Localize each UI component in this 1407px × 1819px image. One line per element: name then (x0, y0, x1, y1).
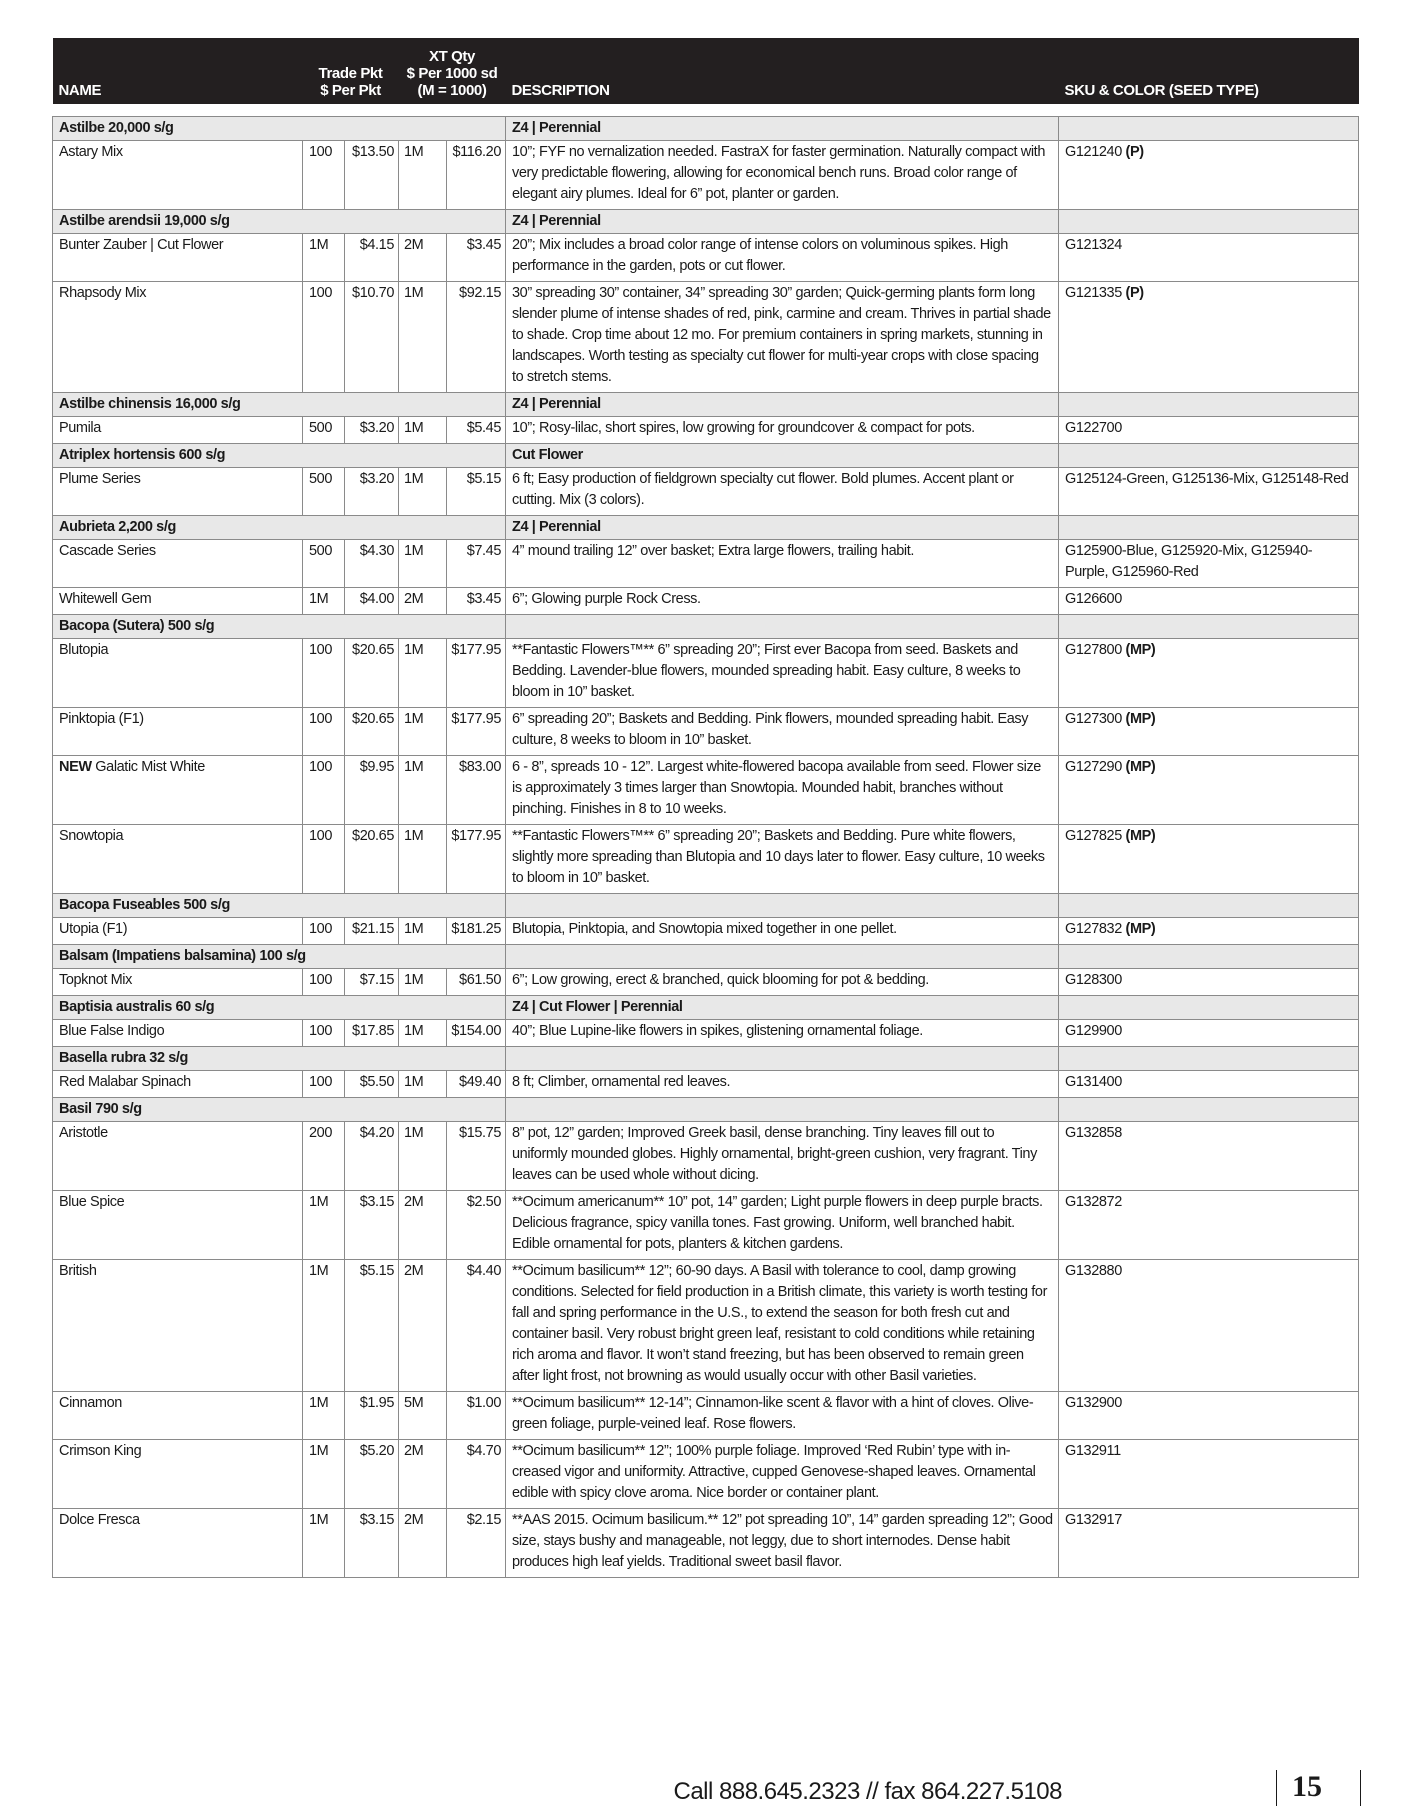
table-row (53, 1122, 1359, 1191)
group-sku-blank (1059, 117, 1359, 141)
xt-qty: 2M (399, 588, 447, 615)
xt-qty: 5M (399, 1392, 447, 1440)
sku-code: G121335 (1065, 285, 1122, 301)
variety-name-cell (53, 588, 303, 615)
trade-pkt-qty: 100 (303, 918, 345, 945)
xt-qty: 2M (399, 1260, 447, 1392)
sku-code: G132911 (1065, 1443, 1121, 1459)
sku-cell (1059, 141, 1359, 210)
group-header-row (53, 516, 1359, 540)
group-sku-blank (1059, 393, 1359, 417)
table-row (53, 708, 1359, 756)
table-row (53, 540, 1359, 588)
description: Blutopia, Pinktopia, and Snowtopia mixed together in one pellet. (506, 918, 1059, 945)
group-header-row (53, 444, 1359, 468)
variety-name-cell (53, 1392, 303, 1440)
variety-name-cell (53, 918, 303, 945)
group-sku-blank (1059, 894, 1359, 918)
description: 40”; Blue Lupine-like flowers in spikes, glistening ornamental foliage. (506, 1020, 1059, 1047)
variety-name-cell (53, 1020, 303, 1047)
trade-pkt-qty: 1M (303, 1392, 345, 1440)
sku-cell (1059, 825, 1359, 894)
trade-pkt-price: $5.15 (345, 1260, 399, 1392)
sku-code: G121324 (1065, 237, 1122, 253)
footer-divider (1276, 1770, 1277, 1806)
description: 8 ft; Climber, ornamental red leaves. (506, 1071, 1059, 1098)
variety-name-cell (53, 417, 303, 444)
variety-name: Blutopia (59, 642, 109, 658)
group-header-row (53, 945, 1359, 969)
sku-cell (1059, 468, 1359, 516)
xt-price: $83.00 (447, 756, 506, 825)
xt-qty: 2M (399, 1509, 447, 1578)
trade-pkt-qty: 100 (303, 708, 345, 756)
description: 10”; FYF no vernalization needed. FastraX for faster germination. Naturally compact with very predictable flowering, allowing for economical bench runs. Broad color range of elegant airy plumes. Ideal for 6” pot, planter or garden. (506, 141, 1059, 210)
variety-name: Cinnamon (59, 1395, 122, 1411)
variety-name-cell (53, 1509, 303, 1578)
sku-code: G127290 (1065, 759, 1122, 775)
trade-pkt-qty: 1M (303, 588, 345, 615)
seed-catalog-table (52, 38, 1359, 1578)
group-tag: Cut Flower (506, 444, 1059, 468)
variety-name: Dolce Fresca (59, 1512, 140, 1528)
variety-name: Blue False Indigo (59, 1023, 165, 1039)
group-header-row (53, 615, 1359, 639)
xt-price: $2.15 (447, 1509, 506, 1578)
xt-price: $61.50 (447, 969, 506, 996)
page-footer (0, 1768, 1407, 1816)
group-header-row (53, 1098, 1359, 1122)
spacer-cell (53, 104, 1359, 117)
table-row (53, 1020, 1359, 1047)
table-row (53, 417, 1359, 444)
header-trade-pkt (303, 38, 399, 104)
trade-pkt-price: $13.50 (345, 141, 399, 210)
variety-name-cell (53, 1191, 303, 1260)
sku-code: G128300 (1065, 972, 1122, 988)
description: 6 - 8”, spreads 10 - 12”. Largest white-flowered bacopa available from seed. Flower size is approximately 3 times larger than Snowtopia. Mounded habit, branches without pinching. Finishes in 8 to 10 weeks. (506, 756, 1059, 825)
xt-qty: 1M (399, 141, 447, 210)
variety-name-cell (53, 825, 303, 894)
variety-name: Crimson King (59, 1443, 142, 1459)
group-title: Astilbe chinensis 16,000 s/g (53, 393, 506, 417)
trade-pkt-price: $4.20 (345, 1122, 399, 1191)
group-title: Basella rubra 32 s/g (53, 1047, 506, 1071)
group-sku-blank (1059, 1098, 1359, 1122)
table-row (53, 639, 1359, 708)
group-tag (506, 1047, 1059, 1071)
group-title: Balsam (Impatiens balsamina) 100 s/g (53, 945, 506, 969)
trade-pkt-price: $20.65 (345, 825, 399, 894)
variety-name: Snowtopia (59, 828, 124, 844)
xt-qty: 1M (399, 969, 447, 996)
sku-cell (1059, 918, 1359, 945)
group-tag (506, 1098, 1059, 1122)
sku-code: G129900 (1065, 1023, 1122, 1039)
trade-pkt-price: $4.30 (345, 540, 399, 588)
description: 4” mound trailing 12” over basket; Extra large flowers, trailing habit. (506, 540, 1059, 588)
variety-name-cell (53, 1122, 303, 1191)
sku-cell (1059, 1071, 1359, 1098)
xt-price: $4.40 (447, 1260, 506, 1392)
sku-cell (1059, 756, 1359, 825)
group-title: Bacopa Fuseables 500 s/g (53, 894, 506, 918)
group-title: Bacopa (Sutera) 500 s/g (53, 615, 506, 639)
trade-pkt-qty: 200 (303, 1122, 345, 1191)
sku-cell (1059, 1260, 1359, 1392)
xt-price: $1.00 (447, 1392, 506, 1440)
description: **Ocimum americanum** 10” pot, 14” garden; Light purple flowers in deep purple bracts. Delicious fragrance, spicy vanilla tones. Fast growing. Uniform, well branched habit. Edible ornamental for pots, planters & kitchen gardens. (506, 1191, 1059, 1260)
group-header-row (53, 210, 1359, 234)
xt-price: $3.45 (447, 588, 506, 615)
xt-price: $177.95 (447, 639, 506, 708)
group-sku-blank (1059, 615, 1359, 639)
sku-code: G132900 (1065, 1395, 1122, 1411)
xt-price: $7.45 (447, 540, 506, 588)
variety-name-cell (53, 1071, 303, 1098)
seed-type: ( MP ) (1126, 921, 1156, 937)
xt-qty: 1M (399, 756, 447, 825)
trade-pkt-qty: 100 (303, 1020, 345, 1047)
footer-divider-right (1360, 1770, 1361, 1806)
trade-pkt-qty: 100 (303, 969, 345, 996)
trade-pkt-price: $3.20 (345, 468, 399, 516)
trade-pkt-price: $20.65 (345, 708, 399, 756)
header-sku: SKU & COLOR (SEED TYPE) (1059, 38, 1359, 104)
variety-name-cell (53, 234, 303, 282)
xt-qty: 1M (399, 639, 447, 708)
xt-qty: 1M (399, 282, 447, 393)
sku-cell (1059, 282, 1359, 393)
group-header-row (53, 393, 1359, 417)
sku-code: G125900-Blue, G125920-Mix, G125940-Purple, G125960-Red (1065, 543, 1313, 580)
description: 20”; Mix includes a broad color range of intense colors on voluminous spikes. High performance in the garden, pots or cut flower. (506, 234, 1059, 282)
sku-code: G132872 (1065, 1194, 1122, 1210)
table-row (53, 468, 1359, 516)
catalog-page (52, 38, 1358, 1578)
xt-qty: 2M (399, 1191, 447, 1260)
description: 30” spreading 30” container, 34” spreading 30” garden; Quick-germing plants form long slender plume of intense shades of red, pink, carmine and cream. Thrives in partial shade to shade. Crop time about 12 mo. For premium containers in spring markets, stunning in landscapes. Worth testing as specialty cut flower for multi-year crops with close spacing to stretch stems. (506, 282, 1059, 393)
group-header-row (53, 894, 1359, 918)
xt-qty: 1M (399, 825, 447, 894)
sku-code: G127300 (1065, 711, 1122, 727)
trade-pkt-qty: 100 (303, 825, 345, 894)
seed-type: ( MP ) (1126, 828, 1156, 844)
footer-contact: Call 888.645.2323 // fax 864.227.5108 (673, 1778, 1062, 1805)
group-tag: Z4 | Cut Flower | Perennial (506, 996, 1059, 1020)
trade-pkt-price: $9.95 (345, 756, 399, 825)
trade-pkt-qty: 100 (303, 282, 345, 393)
variety-name-cell (53, 468, 303, 516)
sku-code: G127832 (1065, 921, 1122, 937)
table-body (53, 104, 1359, 1578)
header-spacer (53, 104, 1359, 117)
trade-pkt-qty: 1M (303, 1509, 345, 1578)
variety-name: Plume Series (59, 471, 141, 487)
group-tag (506, 894, 1059, 918)
trade-pkt-qty: 1M (303, 1260, 345, 1392)
table-row (53, 234, 1359, 282)
group-sku-blank (1059, 444, 1359, 468)
sku-cell (1059, 639, 1359, 708)
xt-qty: 1M (399, 708, 447, 756)
trade-pkt-qty: 100 (303, 756, 345, 825)
group-sku-blank (1059, 1047, 1359, 1071)
table-row (53, 1392, 1359, 1440)
group-tag: Z4 | Perennial (506, 516, 1059, 540)
description: 8” pot, 12” garden; Improved Greek basil, dense branching. Tiny leaves fill out to uniformly mounded globes. Highly ornamental, bright-green cushion, very fragrant. Tiny leaves can be used whole without dicing. (506, 1122, 1059, 1191)
variety-name: Topknot Mix (59, 972, 132, 988)
xt-price: $177.95 (447, 825, 506, 894)
xt-price: $4.70 (447, 1440, 506, 1509)
sku-cell (1059, 417, 1359, 444)
group-title: Astilbe 20,000 s/g (53, 117, 506, 141)
xt-price: $177.95 (447, 708, 506, 756)
table-row (53, 918, 1359, 945)
sku-code: G127825 (1065, 828, 1122, 844)
sku-cell (1059, 540, 1359, 588)
trade-pkt-qty: 500 (303, 417, 345, 444)
header-xt-qty (399, 38, 506, 104)
seed-type: ( MP ) (1126, 642, 1156, 658)
header-xt-line3: (M = 1000) (417, 82, 487, 99)
header-trade-pkt-line2: $ Per Pkt (320, 82, 381, 99)
table-row (53, 282, 1359, 393)
header-name: NAME (53, 38, 303, 104)
description: **Ocimum basilicum** 12-14”; Cinnamon-like scent & flavor with a hint of cloves. Olive-green foliage, purple-veined leaf. Rose flowers. (506, 1392, 1059, 1440)
xt-price: $154.00 (447, 1020, 506, 1047)
xt-qty: 1M (399, 1071, 447, 1098)
variety-name-cell (53, 141, 303, 210)
table-row (53, 969, 1359, 996)
header-trade-pkt-line1: Trade Pkt (318, 65, 383, 82)
variety-name: Aristotle (59, 1125, 108, 1141)
variety-name-cell (53, 969, 303, 996)
trade-pkt-qty: 1M (303, 1440, 345, 1509)
description: **Fantastic Flowers™** 6” spreading 20”; First ever Bacopa from seed. Baskets and Bedding. Lavender-blue flowers, mounded spreading habit. Easy culture, 8 weeks to bloom in 10” basket. (506, 639, 1059, 708)
seed-type: ( P ) (1126, 144, 1144, 160)
group-title: Atriplex hortensis 600 s/g (53, 444, 506, 468)
new-badge: NEW (59, 759, 92, 775)
group-sku-blank (1059, 945, 1359, 969)
variety-name-cell (53, 1260, 303, 1392)
sku-cell (1059, 1440, 1359, 1509)
sku-code: G132917 (1065, 1512, 1122, 1528)
trade-pkt-price: $3.20 (345, 417, 399, 444)
trade-pkt-qty: 100 (303, 639, 345, 708)
xt-price: $49.40 (447, 1071, 506, 1098)
seed-type: ( MP ) (1126, 711, 1156, 727)
table-header (53, 38, 1359, 104)
variety-name: Rhapsody Mix (59, 285, 147, 301)
trade-pkt-price: $10.70 (345, 282, 399, 393)
header-xt-line1: XT Qty (429, 48, 475, 65)
variety-name: Cascade Series (59, 543, 156, 559)
variety-name-cell (53, 639, 303, 708)
variety-name: Whitewell Gem (59, 591, 152, 607)
description: 10”; Rosy-lilac, short spires, low growing for groundcover & compact for pots. (506, 417, 1059, 444)
sku-code: G122700 (1065, 420, 1122, 436)
group-tag (506, 615, 1059, 639)
trade-pkt-price: $4.00 (345, 588, 399, 615)
trade-pkt-price: $5.50 (345, 1071, 399, 1098)
sku-cell (1059, 708, 1359, 756)
variety-name: Pumila (59, 420, 101, 436)
group-title: Astilbe arendsii 19,000 s/g (53, 210, 506, 234)
sku-cell (1059, 1509, 1359, 1578)
trade-pkt-price: $20.65 (345, 639, 399, 708)
sku-cell (1059, 969, 1359, 996)
sku-cell (1059, 588, 1359, 615)
group-title: Basil 790 s/g (53, 1098, 506, 1122)
xt-qty: 1M (399, 918, 447, 945)
group-tag (506, 945, 1059, 969)
variety-name: Galatic Mist White (95, 759, 205, 775)
sku-code: G126600 (1065, 591, 1122, 607)
trade-pkt-price: $1.95 (345, 1392, 399, 1440)
description: **Fantastic Flowers™** 6” spreading 20”; Baskets and Bedding. Pure white flowers, slightly more spreading than Blutopia and 10 days later to flower. Easy culture, 10 weeks to bloom in 10” basket. (506, 825, 1059, 894)
trade-pkt-qty: 1M (303, 1191, 345, 1260)
table-row (53, 1260, 1359, 1392)
xt-qty: 1M (399, 417, 447, 444)
header-xt-line2: $ Per 1000 sd (406, 65, 498, 82)
trade-pkt-price: $4.15 (345, 234, 399, 282)
group-sku-blank (1059, 996, 1359, 1020)
xt-price: $15.75 (447, 1122, 506, 1191)
table-row (53, 825, 1359, 894)
variety-name: Astary Mix (59, 144, 123, 160)
trade-pkt-price: $3.15 (345, 1191, 399, 1260)
sku-code: G121240 (1065, 144, 1122, 160)
seed-type: ( P ) (1126, 285, 1144, 301)
xt-qty: 1M (399, 1020, 447, 1047)
variety-name-cell (53, 756, 303, 825)
trade-pkt-price: $17.85 (345, 1020, 399, 1047)
xt-qty: 1M (399, 540, 447, 588)
sku-cell (1059, 1020, 1359, 1047)
variety-name-cell (53, 1440, 303, 1509)
trade-pkt-price: $7.15 (345, 969, 399, 996)
description: 6”; Low growing, erect & branched, quick blooming for pot & bedding. (506, 969, 1059, 996)
group-tag: Z4 | Perennial (506, 117, 1059, 141)
group-header-row (53, 117, 1359, 141)
seed-type: ( MP ) (1126, 759, 1156, 775)
xt-price: $116.20 (447, 141, 506, 210)
sku-code: G132858 (1065, 1125, 1122, 1141)
group-sku-blank (1059, 210, 1359, 234)
trade-pkt-price: $21.15 (345, 918, 399, 945)
table-row (53, 1191, 1359, 1260)
xt-price: $3.45 (447, 234, 506, 282)
description: 6”; Glowing purple Rock Cress. (506, 588, 1059, 615)
group-sku-blank (1059, 516, 1359, 540)
variety-name: Bunter Zauber | Cut Flower (59, 237, 224, 253)
trade-pkt-qty: 500 (303, 540, 345, 588)
sku-cell (1059, 1392, 1359, 1440)
table-row (53, 1440, 1359, 1509)
trade-pkt-qty: 100 (303, 141, 345, 210)
sku-code: G125124-Green, G125136-Mix, G125148-Red (1065, 471, 1349, 487)
group-tag: Z4 | Perennial (506, 210, 1059, 234)
xt-price: $92.15 (447, 282, 506, 393)
xt-price: $5.15 (447, 468, 506, 516)
sku-code: G131400 (1065, 1074, 1122, 1090)
variety-name: Red Malabar Spinach (59, 1074, 191, 1090)
description: 6 ft; Easy production of fieldgrown specialty cut flower. Bold plumes. Accent plant or cutting. Mix (3 colors). (506, 468, 1059, 516)
sku-cell (1059, 234, 1359, 282)
sku-code: G132880 (1065, 1263, 1122, 1279)
table-row (53, 588, 1359, 615)
table-row (53, 756, 1359, 825)
variety-name: British (59, 1263, 97, 1279)
xt-qty: 2M (399, 1440, 447, 1509)
table-row (53, 1071, 1359, 1098)
description: **AAS 2015. Ocimum basilicum.** 12” pot spreading 10”, 14” garden spreading 12”; Good size, stays bushy and manageable, not leggy, due to short internodes. Dense habit produces high leaf yields. Traditional sweet basil flavor. (506, 1509, 1059, 1578)
trade-pkt-qty: 500 (303, 468, 345, 516)
xt-price: $181.25 (447, 918, 506, 945)
sku-cell (1059, 1122, 1359, 1191)
variety-name: Utopia (F1) (59, 921, 128, 937)
trade-pkt-price: $5.20 (345, 1440, 399, 1509)
sku-cell (1059, 1191, 1359, 1260)
group-tag: Z4 | Perennial (506, 393, 1059, 417)
description: 6” spreading 20”; Baskets and Bedding. Pink flowers, mounded spreading habit. Easy culture, 8 weeks to bloom in 10” basket. (506, 708, 1059, 756)
header-description: DESCRIPTION (506, 38, 1059, 104)
group-title: Aubrieta 2,200 s/g (53, 516, 506, 540)
variety-name-cell (53, 708, 303, 756)
trade-pkt-qty: 100 (303, 1071, 345, 1098)
variety-name: Blue Spice (59, 1194, 125, 1210)
group-header-row (53, 1047, 1359, 1071)
trade-pkt-price: $3.15 (345, 1509, 399, 1578)
xt-qty: 2M (399, 234, 447, 282)
table-row (53, 141, 1359, 210)
group-header-row (53, 996, 1359, 1020)
xt-qty: 1M (399, 468, 447, 516)
xt-price: $5.45 (447, 417, 506, 444)
description: **Ocimum basilicum** 12”; 60-90 days. A Basil with tolerance to cool, damp growing conditions. Selected for field production in a British climate, this variety is worth testing for fall and spring performance in the U.S., to extend the season for both fresh cut and container basil. Very robust bright green leaf, resistant to cold conditions while retaining rich aroma and flavor. It won’t stand freezing, but has been observed to remain green after light frost, not browning as would usually occur with other Basil varieties. (506, 1260, 1059, 1392)
page-number: 15 (1292, 1770, 1322, 1803)
variety-name: Pinktopia (F1) (59, 711, 144, 727)
xt-qty: 1M (399, 1122, 447, 1191)
trade-pkt-qty: 1M (303, 234, 345, 282)
table-row (53, 1509, 1359, 1578)
variety-name-cell (53, 540, 303, 588)
xt-price: $2.50 (447, 1191, 506, 1260)
sku-code: G127800 (1065, 642, 1122, 658)
group-title: Baptisia australis 60 s/g (53, 996, 506, 1020)
variety-name-cell (53, 282, 303, 393)
description: **Ocimum basilicum** 12”; 100% purple foliage. Improved ‘Red Rubin’ type with in-creased vigor and uniformity. Attractive, cupped Genovese-shaped leaves. Ornamental edible with spicy clove aroma. Nice border or container plant. (506, 1440, 1059, 1509)
